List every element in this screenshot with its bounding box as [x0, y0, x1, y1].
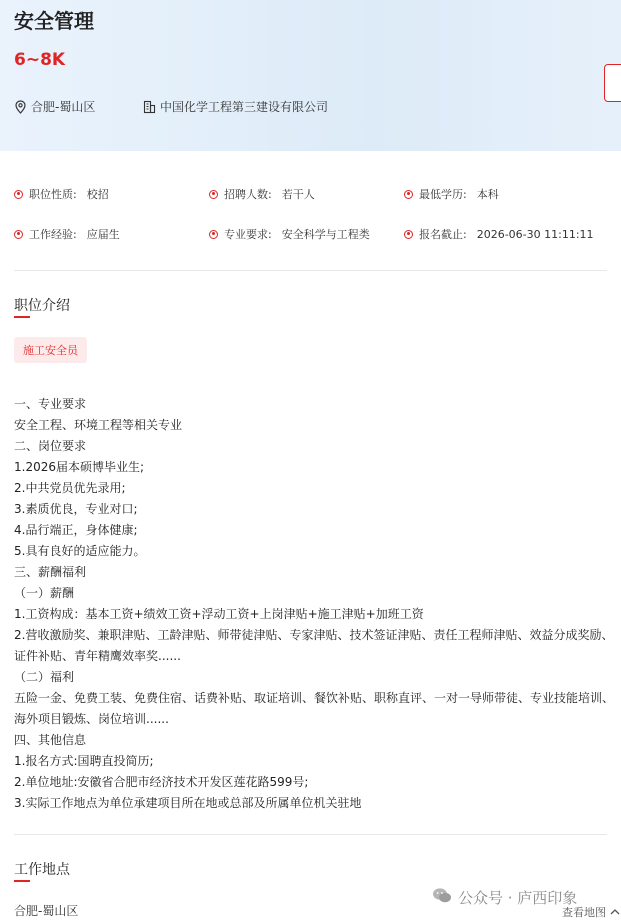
desc-line: （一）薪酬: [14, 586, 75, 600]
desc-line: 二、岗位要求: [14, 439, 87, 453]
section-title-location: 工作地点: [14, 862, 70, 878]
desc-line: 一、专业要求: [14, 397, 87, 411]
divider: [14, 834, 607, 835]
wechat-icon: [432, 887, 452, 908]
bullet-icon: [209, 230, 218, 239]
job-title: 安全管理: [14, 9, 94, 33]
bullet-icon: [14, 190, 23, 199]
view-map-link[interactable]: [562, 904, 620, 920]
desc-line: 安全工程、环境工程等相关专业: [14, 418, 183, 432]
chevron-up-icon[interactable]: [610, 906, 620, 919]
desc-line: 2.单位地址:安徽省合肥市经济技术开发区莲花路599号;: [14, 775, 309, 789]
info-item-experience: 工作经验: 应届生: [14, 226, 120, 242]
view-map-label[interactable]: 查看地图: [562, 906, 606, 919]
desc-line: 3.实际工作地点为单位承建项目所在地或总部及所属单位机关驻地: [14, 796, 362, 810]
desc-line: 四、其他信息: [14, 733, 87, 747]
desc-line: 5.具有良好的适应能力。: [14, 544, 146, 558]
bullet-icon: [14, 230, 23, 239]
section-underline: [14, 316, 30, 318]
desc-line: 2.中共党员优先录用;: [14, 481, 126, 495]
location-pin-icon: [14, 100, 27, 114]
apply-button[interactable]: [604, 64, 621, 102]
info-item-education: 最低学历: 本科: [404, 186, 499, 202]
watermark-text: 公众号 · 庐西印象: [458, 889, 578, 907]
info-item-major: 专业要求: 安全科学与工程类: [209, 226, 370, 242]
watermark: [432, 887, 577, 908]
desc-line: 4.品行端正，身体健康;: [14, 523, 138, 537]
info-item-deadline: 报名截止: 2026-06-30 11:11:11: [404, 226, 594, 242]
job-header: [0, 0, 621, 151]
section-underline: [14, 880, 30, 882]
bullet-icon: [404, 230, 413, 239]
desc-line: 三、薪酬福利: [14, 565, 87, 579]
location-meta: [14, 98, 95, 115]
salary: 6~8K: [14, 50, 66, 70]
company-meta[interactable]: [143, 98, 328, 115]
desc-line: 海外项目锻炼、岗位培训......: [14, 712, 169, 726]
desc-line: 1.报名方式:国聘直投简历;: [14, 754, 154, 768]
divider: [14, 270, 607, 271]
company-name[interactable]: 中国化学工程第三建设有限公司: [160, 100, 329, 114]
job-tag: 施工安全员: [14, 337, 87, 363]
info-item-type: 职位性质: 校招: [14, 186, 109, 202]
work-location-text: 合肥-蜀山区: [14, 904, 79, 918]
desc-line: （二）福利: [14, 670, 75, 684]
desc-line: 1.2026届本硕博毕业生;: [14, 460, 145, 474]
info-item-headcount: 招聘人数: 若干人: [209, 186, 315, 202]
building-icon: [143, 100, 156, 114]
section-title-intro: 职位介绍: [14, 298, 70, 314]
bullet-icon: [404, 190, 413, 199]
desc-line: 证件补贴、青年精鹰效率奖......: [14, 649, 181, 663]
location-text: 合肥-蜀山区: [31, 100, 96, 114]
desc-line: 五险一金、免费工装、免费住宿、话费补贴、取证培训、餐饮补贴、职称直评、一对一导师带徒、专业技能培训、: [14, 691, 615, 705]
bullet-icon: [209, 190, 218, 199]
desc-line: 2.营收激励奖、兼职津贴、工龄津贴、师带徒津贴、专家津贴、技术签证津贴、责任工程师津贴、效益分成奖励、: [14, 628, 614, 642]
job-description: [14, 394, 614, 814]
desc-line: 3.素质优良，专业对口;: [14, 502, 138, 516]
desc-line: 1.工资构成：基本工资+绩效工资+浮动工资+上岗津贴+施工津贴+加班工资: [14, 607, 424, 621]
